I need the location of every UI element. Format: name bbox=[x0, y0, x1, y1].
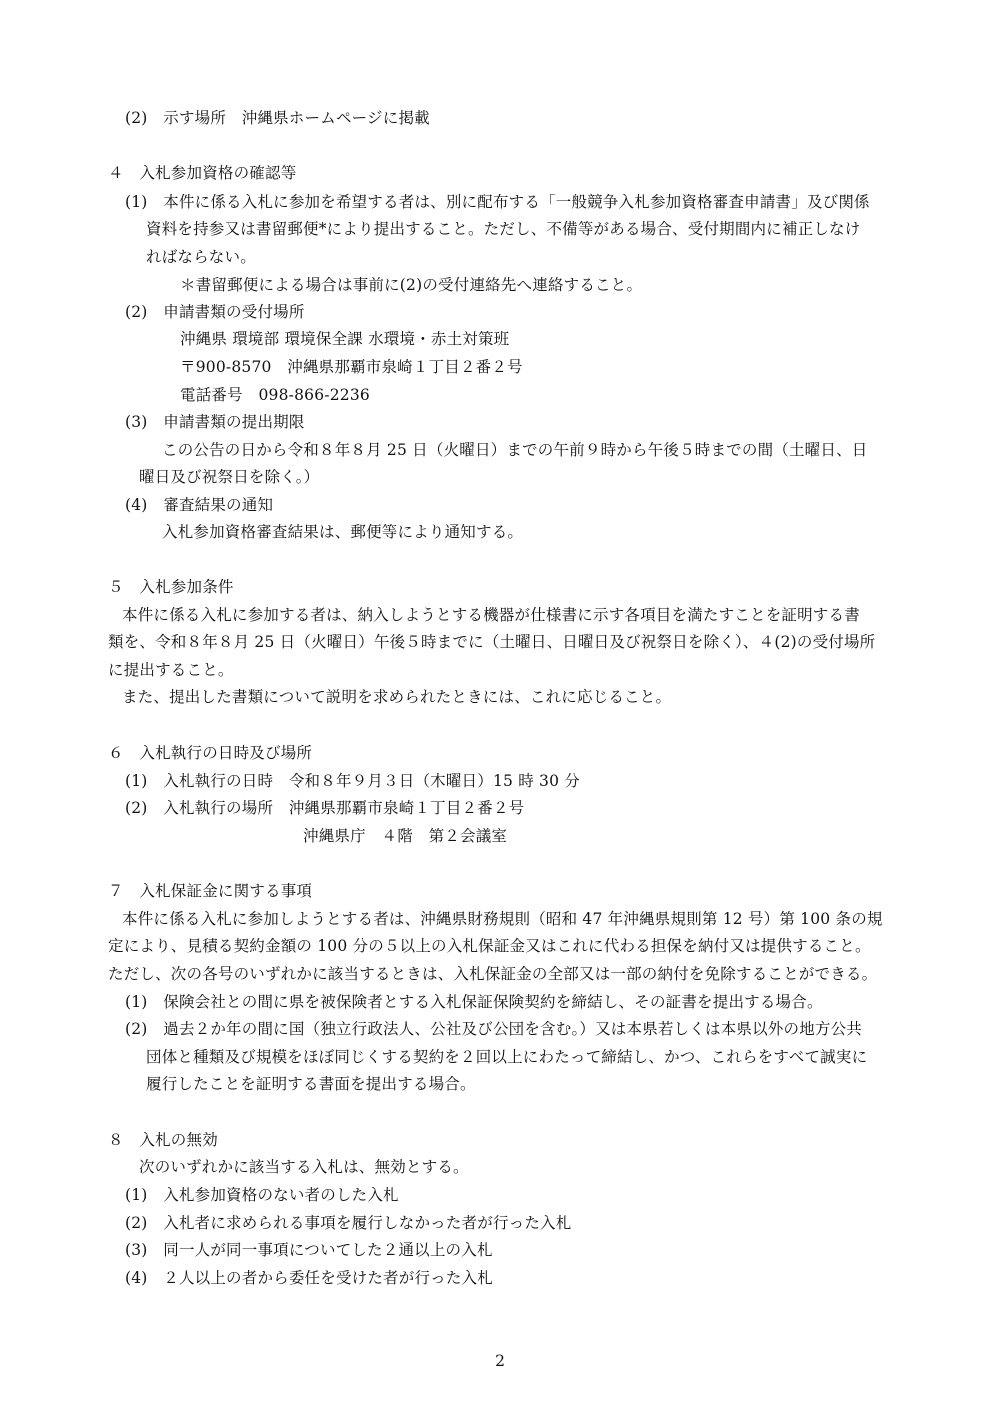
list-item-line: (2) 入札執行の場所 沖縄県那覇市泉崎１丁目２番２号 bbox=[125, 799, 525, 817]
section-heading-5: ５ 入札参加条件 bbox=[108, 578, 234, 596]
paragraph-line: 履行したことを証明する書面を提出する場合。 bbox=[146, 1075, 476, 1093]
phone-line: 電話番号 098-866-2236 bbox=[180, 386, 370, 404]
note-line: ＊書留郵便による場合は事前に(2)の受付連絡先へ連絡すること。 bbox=[180, 276, 643, 294]
address-line: 沖縄県 環境部 環境保全課 水環境・赤土対策班 bbox=[180, 330, 510, 348]
page-number: 2 bbox=[495, 1352, 505, 1370]
list-item-line: (3) 同一人が同一事項についてした２通以上の入札 bbox=[125, 1241, 493, 1259]
paragraph-line: 類を、令和８年８月 25 日（火曜日）午後５時までに（土曜日、日曜日及び祝祭日を除く）、４(2)の受付場所 bbox=[108, 633, 876, 651]
address-line: 〒900-8570 沖縄県那覇市泉崎１丁目２番２号 bbox=[180, 358, 523, 376]
paragraph-line: 定により、見積る契約金額の 100 分の５以上の入札保証金又はこれに代わる担保を納付又は提供すること。 bbox=[108, 937, 871, 955]
paragraph-line: 次のいずれかに該当する入札は、無効とする。 bbox=[139, 1158, 469, 1176]
paragraph-line: 団体と種類及び規模をほぼ同じくする契約を２回以上にわたって締結し、かつ、これらをすべて誠実に bbox=[146, 1048, 868, 1066]
list-item-line: (1) 保険会社との間に県を被保険者とする入札保証保険契約を締結し、その証書を提出する場合。 bbox=[125, 993, 823, 1011]
section-heading-7: ７ 入札保証金に関する事項 bbox=[108, 882, 313, 900]
list-item-line: (2) 入札者に求められる事項を履行しなかった者が行った入札 bbox=[125, 1214, 572, 1232]
list-item-heading: (3) 申請書類の提出期限 bbox=[125, 413, 305, 431]
section-heading-8: ８ 入札の無効 bbox=[108, 1131, 218, 1149]
paragraph-line: 本件に係る入札に参加する者は、納入しようとする機器が仕様書に示す各項目を満たすことを証明する書 bbox=[122, 606, 860, 624]
paragraph-line: ればならない。 bbox=[146, 248, 256, 266]
paragraph-line: ただし、次の各号のいずれかに該当するときは、入札保証金の全部又は一部の納付を免除することができる。 bbox=[108, 965, 878, 983]
paragraph-line: 入札参加資格審査結果は、郵便等により通知する。 bbox=[162, 523, 524, 541]
paragraph-line: に提出すること。 bbox=[108, 661, 234, 679]
list-item-heading: (4) 審査結果の通知 bbox=[125, 496, 274, 514]
paragraph-line: 資料を持参又は書留郵便*により提出すること。ただし、不備等がある場合、受付期間内に補正しなけ bbox=[146, 220, 861, 238]
list-item-heading: (2) 申請書類の受付場所 bbox=[125, 303, 305, 321]
paragraph-line: 本件に係る入札に参加しようとする者は、沖縄県財務規則（昭和 47 年沖縄県規則第 12 号）第 100 条の規 bbox=[122, 910, 883, 928]
paragraph-line: (1) 本件に係る入札に参加を希望する者は、別に配布する「一般競争入札参加資格審査申請書」及び関係 bbox=[125, 193, 870, 211]
section-heading-4: ４ 入札参加資格の確認等 bbox=[108, 164, 297, 182]
list-item-line: (1) 入札執行の日時 令和８年９月３日（木曜日）15 時 30 分 bbox=[125, 772, 580, 790]
venue-line: 沖縄県庁 ４階 第２会議室 bbox=[303, 827, 508, 845]
section-heading-6: ６ 入札執行の日時及び場所 bbox=[108, 744, 313, 762]
paragraph-line: 曜日及び祝祭日を除く。） bbox=[139, 468, 320, 486]
list-item-line: (1) 入札参加資格のない者のした入札 bbox=[125, 1186, 399, 1204]
list-item-2-location: (2) 示す場所 沖縄県ホームページに掲載 bbox=[125, 109, 430, 127]
list-item-line: (4) ２人以上の者から委任を受けた者が行った入札 bbox=[125, 1269, 493, 1287]
list-item-line: (2) 過去２か年の間に国（独立行政法人、公社及び公団を含む。）又は本県若しくは本県以外の地方公共 bbox=[125, 1020, 863, 1038]
paragraph-line: この公告の日から令和８年８月 25 日（火曜日）までの午前９時から午後５時までの間（土曜日、日 bbox=[162, 441, 868, 459]
paragraph-line: また、提出した書類について説明を求められたときには、これに応じること。 bbox=[122, 688, 672, 706]
